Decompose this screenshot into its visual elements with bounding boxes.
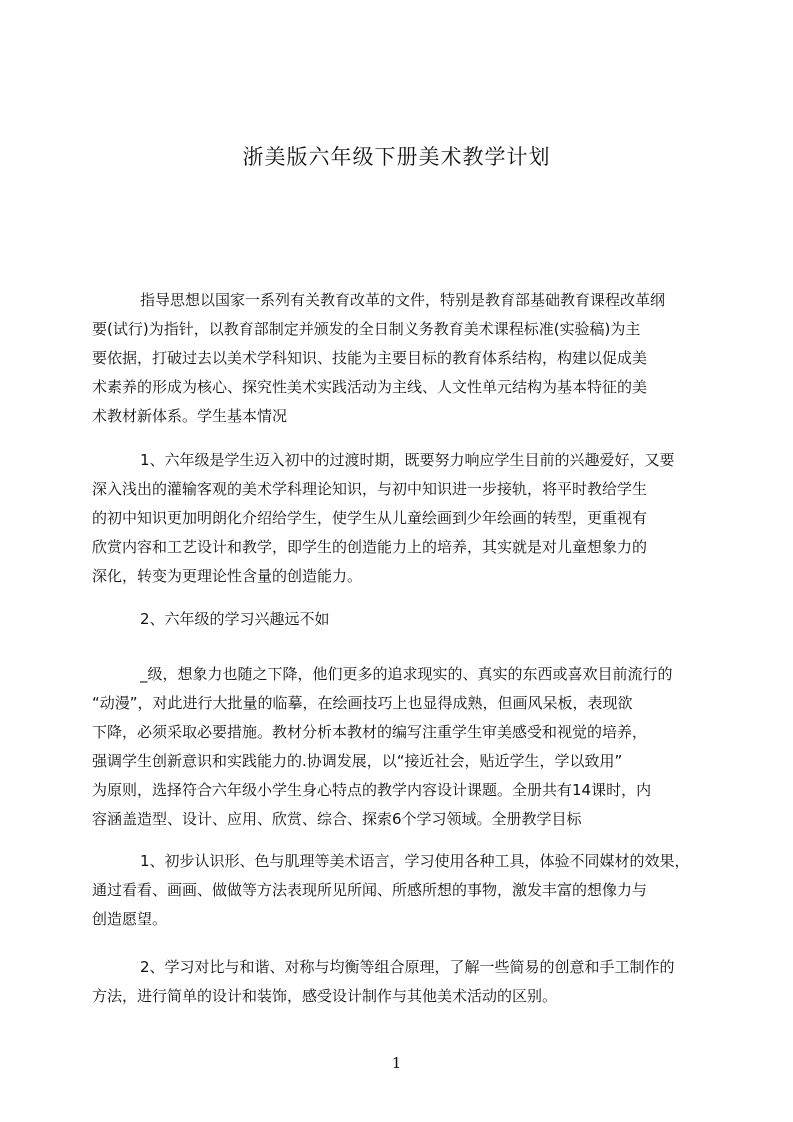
paragraph-teaching-goal-2 bbox=[92, 953, 707, 1011]
paragraph-line: 2、六年级的学习兴趣远不如 bbox=[140, 610, 330, 628]
paragraph-line: 下降，必须采取必要措施。教材分析本教材的编写注重学生审美感受和视觉的培养， bbox=[92, 723, 648, 741]
paragraph-line: 1、初步认识形、色与肌理等美术语言，学习使用各种工具，体验不同媒材的效果， bbox=[140, 852, 690, 870]
paragraph-line: 的初中知识更加明朗化介绍给学生，使学生从儿童绘画到少年绘画的转型，更重视有 bbox=[92, 509, 648, 527]
paragraph-line: 深入浅出的灌输客观的美术学科理论知识，与初中知识进一步接轨，将平时教给学生 bbox=[92, 480, 648, 498]
paragraph-line: 为原则，选择符合六年级小学生身心特点的教学内容设计课题。全册共有14课时，内 bbox=[92, 781, 652, 799]
paragraph-student-situation-1 bbox=[92, 446, 707, 591]
paragraph-line: 术素养的形成为核心、探究性美术实践活动为主线、人文性单元结构为基本特征的美 bbox=[92, 378, 648, 396]
paragraph-teaching-goal-1 bbox=[92, 847, 707, 934]
paragraph-line: 通过看看、画画、做做等方法表现所见所闻、所感所想的事物，激发丰富的想像力与 bbox=[92, 881, 648, 899]
paragraph-line: 1、六年级是学生迈入初中的过渡时期，既要努力响应学生目前的兴趣爱好，又要 bbox=[140, 451, 675, 469]
paragraph-line: 欣赏内容和工艺设计和教学，即学生的创造能力上的培养，其实就是对儿童想象力的 bbox=[92, 538, 648, 556]
page-number: 1 bbox=[391, 1054, 402, 1072]
paragraph-line: _级，想象力也随之下降，他们更多的追求现实的、真实的东西或喜欢目前流行的 bbox=[140, 665, 673, 683]
paragraph-guiding-ideology bbox=[92, 286, 707, 431]
paragraph-line: 创造愿望。 bbox=[92, 910, 168, 928]
paragraph-line: 深化，转变为更理论性含量的创造能力。 bbox=[92, 567, 363, 585]
paragraph-line: 2、学习对比与和谐、对称与均衡等组合原理，了解一些简易的创意和手工制作的 bbox=[140, 958, 675, 976]
paragraph-line: 方法，进行简单的设计和装饰，感受设计制作与其他美术活动的区别。 bbox=[92, 987, 558, 1005]
paragraph-line: 强调学生创新意识和实践能力的.协调发展，以“接近社会，贴近学生，学以致用” bbox=[92, 752, 623, 770]
paragraph-line: 容涵盖造型、设计、应用、欣赏、综合、探索6个学习领域。全册教学目标 bbox=[92, 810, 582, 828]
paragraph-line: 要(试行)为指针，以教育部制定并颁发的全日制义务教育美术课程标准(实验稿)为主 bbox=[92, 320, 641, 338]
paragraph-line: 术教材新体系。学生基本情况 bbox=[92, 407, 288, 425]
paragraph-textbook-analysis bbox=[92, 660, 707, 834]
paragraph-student-situation-2 bbox=[92, 605, 707, 634]
paragraph-line: 指导思想以国家一系列有关教育改革的文件，特别是教育部基础教育课程改革纲 bbox=[140, 291, 666, 309]
document-title: 浙美版六年级下册美术教学计划 bbox=[242, 145, 551, 169]
paragraph-line: 要依据，打破过去以美术学科知识、技能为主要目标的教育体系结构，构建以促成美 bbox=[92, 349, 648, 367]
paragraph-line: “动漫”，对此进行大批量的临摹，在绘画技巧上也显得成熟，但画风呆板，表现欲 bbox=[92, 694, 633, 712]
